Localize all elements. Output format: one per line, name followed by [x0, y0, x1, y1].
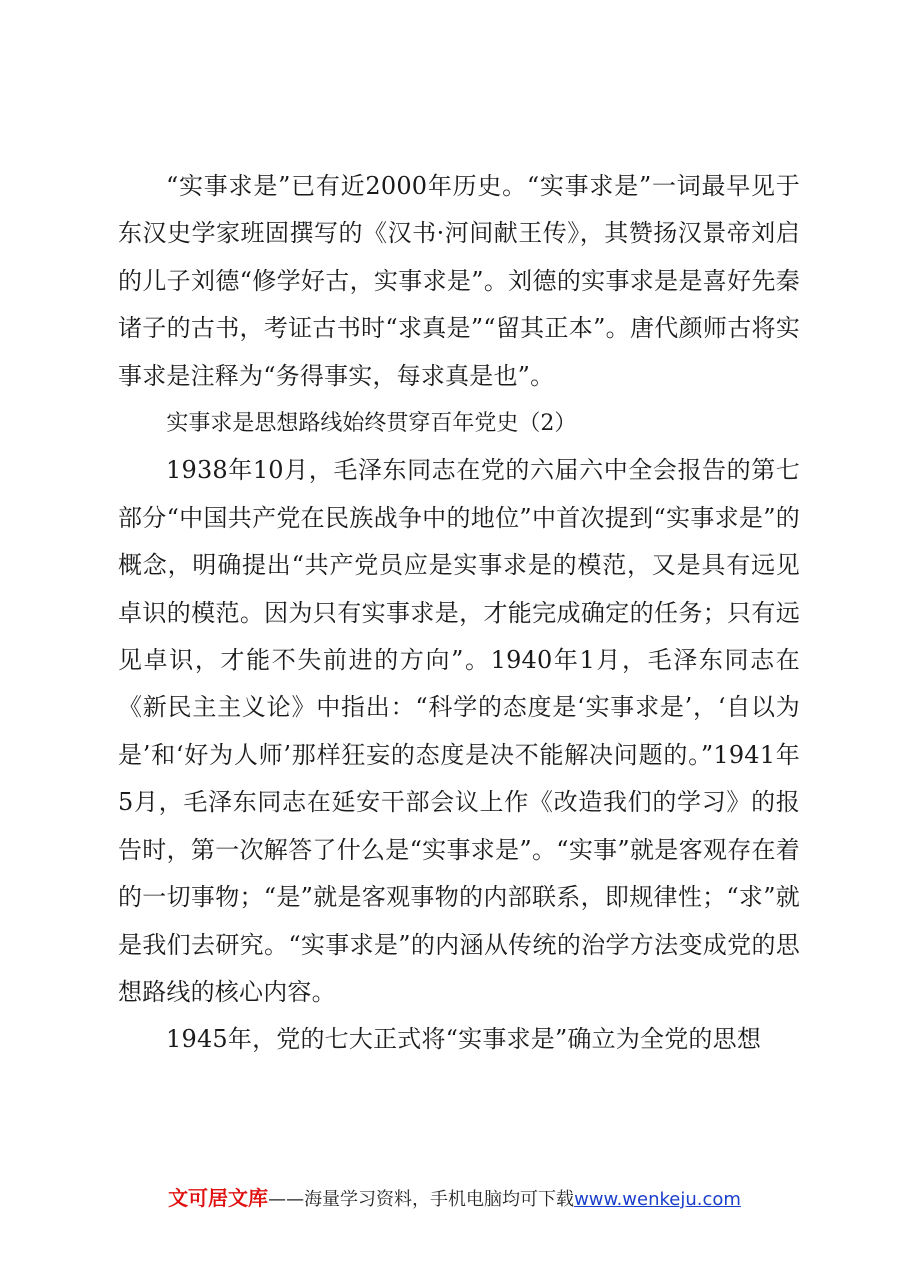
paragraph-history: “实事求是”已有近2000年历史。“实事求是”一词最早见于东汉史学家班固撰写的《汉书·河间献王传》，其赞扬汉景帝刘启的儿子刘德“修学好古，实事求是”。刘德的实事求是是喜好先秦诸子的古书，考证古书时“求真是”“留其正本”。唐代颜师古将实事求是注释为“务得事实，每求真是也”。	[118, 172, 800, 390]
footer-tagline: ——海量学习资料，手机电脑均可下载	[268, 1189, 575, 1210]
footer-link[interactable]: www.wenkeju.com	[574, 1189, 741, 1210]
paragraph-mao: 1938年10月，毛泽东同志在党的六届六中全会报告的第七部分“中国共产党在民族战争中的地位”中首次提到“实事求是”的概念，明确提出“共产党员应是实事求是的模范，又是具有远见卓识的模范。因为只有实事求是，才能完成确定的任务；只有远见卓识，才能不失前进的方向”。1940年1月，毛泽东同志在《新民主主义论》中指出：“科学的态度是‘实事求是’，‘自以为是’和‘好为人师’那样狂妄的态度是决不能解决问题的。”1941年5月，毛泽东同志在延安干部会议上作《改造我们的学习》的报告时，第一次解答了什么是“实事求是”。“实事”就是客观存在着的一切事物；“是”就是客观事物的内部联系，即规律性；“求”就是我们去研究。“实事求是”的内涵从传统的治学方法变成党的思想路线的核心内容。	[118, 456, 800, 1006]
paragraph-seventh-congress: 1945年，党的七大正式将“实事求是”确立为全党的思想	[166, 1025, 762, 1054]
section-heading: 实事求是思想路线始终贯穿百年党史（2）	[166, 411, 577, 437]
footer-brand: 文可居文库	[168, 1186, 269, 1210]
footer-banner	[0, 1182, 909, 1211]
document-body	[118, 163, 800, 1064]
